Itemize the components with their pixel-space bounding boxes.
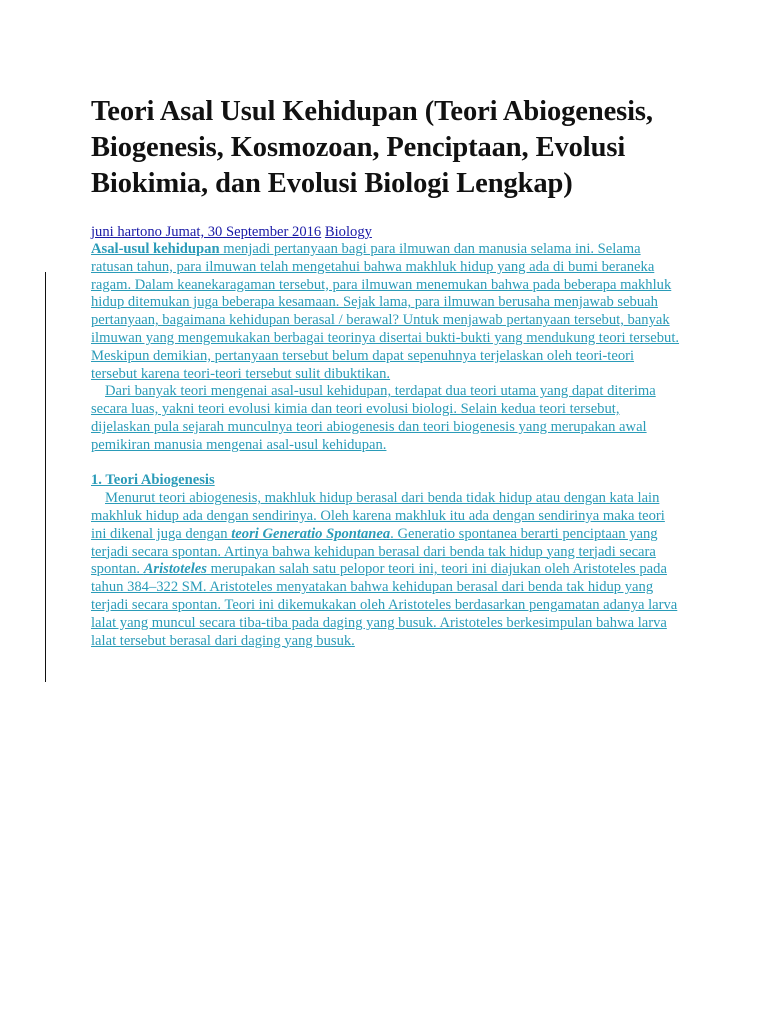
section-paragraph: [91, 490, 681, 650]
intro-paragraph: [91, 241, 681, 383]
section-heading-link[interactable]: 1. Teori Abiogenesis: [91, 472, 215, 489]
intro-text[interactable]: menjadi pertanyaan bagi para ilmuwan dan manusia selama ini. Selama ratusan tahun, para ilmuwan telah mengetahui bahwa makhluk hidup yang ada di bumi beraneka ragam. Dalam keanekaragaman tersebut, para ilmuwan menemukan bahwa pada beberapa makhluk hidup ditemukan juga beberapa kesamaan. Sejak lama, para ilmuwan berusaha menjawab sebuah pertanyaan, bagaimana kehidupan berasal / berawal? Untuk menjawab pertanyaan tersebut, banyak ilmuwan yang mengemukakan berbagai teorinya disertai bukti-bukti yang mendukung teori tersebut. Meskipun demikian, pertanyaan tersebut belum dapat sepenuhnya terjelaskan oleh teori-teori tersebut karena teori-teori tersebut sulit dibuktikan.: [91, 241, 680, 382]
article: [91, 94, 681, 650]
author-date-link[interactable]: juni hartono Jumat, 30 September 2016: [91, 224, 322, 240]
category-link[interactable]: Biology: [324, 224, 372, 240]
second-paragraph-text[interactable]: Dari banyak teori mengenai asal-usul kehidupan, terdapat dua teori utama yang dapat diterima secara luas, yakni teori evolusi kimia dan teori evolusi biologi. Selain kedua teori tersebut, dijelaskan pula sejarah munculnya teori abiogenesis dan teori biogenesis yang merupakan awal pemikiran manusia mengenai asal-usul kehidupan.: [91, 383, 656, 453]
term-aristoteles[interactable]: Aristoteles: [143, 561, 207, 578]
section-text-a[interactable]: Menurut teori abiogenesis, makhluk hidup berasal dari benda tidak hidup atau dengan kata lain makhluk hidup ada dengan sendirinya. Oleh karena makhluk itu ada dengan sendirinya maka teori ini dikenal juga dengan: [91, 490, 665, 542]
article-body: [91, 241, 681, 650]
page-title: Teori Asal Usul Kehidupan (Teori Abiogenesis, Biogenesis, Kosmozoan, Penciptaan, Evolusi Biokimia, dan Evolusi Biologi Lengkap): [91, 96, 653, 199]
section-text-b[interactable]: . Generatio spontanea berarti penciptaan yang terjadi secara spontan. Artinya bahwa kehidupan berasal dari benda tak hidup yang terjadi secara spontan.: [91, 525, 658, 578]
term-generatio-spontanea[interactable]: teori Generatio Spontanea: [231, 525, 391, 542]
second-paragraph: [91, 383, 681, 454]
section-text-c[interactable]: merupakan salah satu pelopor teori ini, teori ini diajukan oleh Aristoteles pada tahun 384–322 SM. Aristoteles menyatakan bahwa kehidupan berasal dari benda tak hidup yang terjadi secara spontan. Teori ini dikemukakan oleh Aristoteles berdasarkan pengamatan adanya larva lalat yang muncul secara tiba-tiba pada daging yang busuk. Aristoteles berkesimpulan bahwa larva lalat tersebut berasal dari daging yang busuk.: [91, 561, 678, 649]
post-meta: [91, 223, 681, 241]
section-heading: [91, 472, 681, 490]
margin-change-bar: [45, 272, 46, 682]
intro-lead-link[interactable]: Asal-usul kehidupan: [91, 241, 220, 257]
